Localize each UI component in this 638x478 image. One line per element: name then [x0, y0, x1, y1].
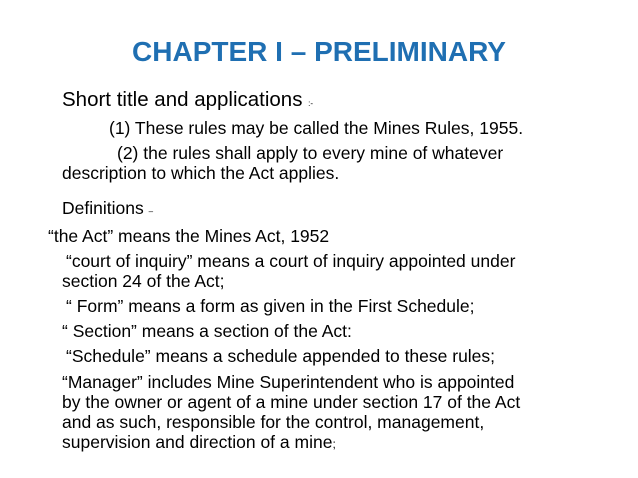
rule-item-2-continued: description to which the Act applies. — [62, 163, 340, 183]
section-heading-text: Short title and applications — [62, 88, 303, 111]
section-heading-text: Definitions — [62, 198, 144, 218]
definition-manager-line-4 — [62, 432, 336, 454]
definition-manager-line-2: by the owner or agent of a mine under section 17 of the Act — [62, 392, 521, 412]
section-heading-short-title — [62, 88, 313, 116]
section-heading-definitions — [62, 198, 153, 222]
section-heading-suffix: – — [148, 207, 154, 216]
page-title: CHAPTER I – PRELIMINARY — [132, 36, 506, 67]
definition-schedule: “Schedule” means a schedule appended to these rules; — [66, 346, 496, 366]
definition-act: “the Act” means the Mines Act, 1952 — [48, 226, 330, 246]
definition-court-of-inquiry-continued: section 24 of the Act; — [62, 271, 225, 291]
rule-item-1: (1) These rules may be called the Mines Rules, 1955. — [109, 118, 524, 138]
definition-court-of-inquiry: “court of inquiry” means a court of inquiry appointed under — [66, 251, 516, 271]
definition-manager-suffix: ; — [332, 437, 336, 451]
definition-section: “ Section” means a section of the Act: — [62, 321, 352, 341]
definition-manager-line-3: and as such, responsible for the control, management, — [62, 412, 485, 432]
definition-manager-text: supervision and direction of a mine — [62, 432, 333, 452]
definition-manager: “Manager” includes Mine Superintendent who is appointed — [62, 372, 515, 392]
definition-form: “ Form” means a form as given in the First Schedule; — [66, 296, 475, 316]
rule-item-2: (2) the rules shall apply to every mine of whatever — [117, 143, 504, 163]
section-heading-suffix: :- — [308, 99, 314, 108]
